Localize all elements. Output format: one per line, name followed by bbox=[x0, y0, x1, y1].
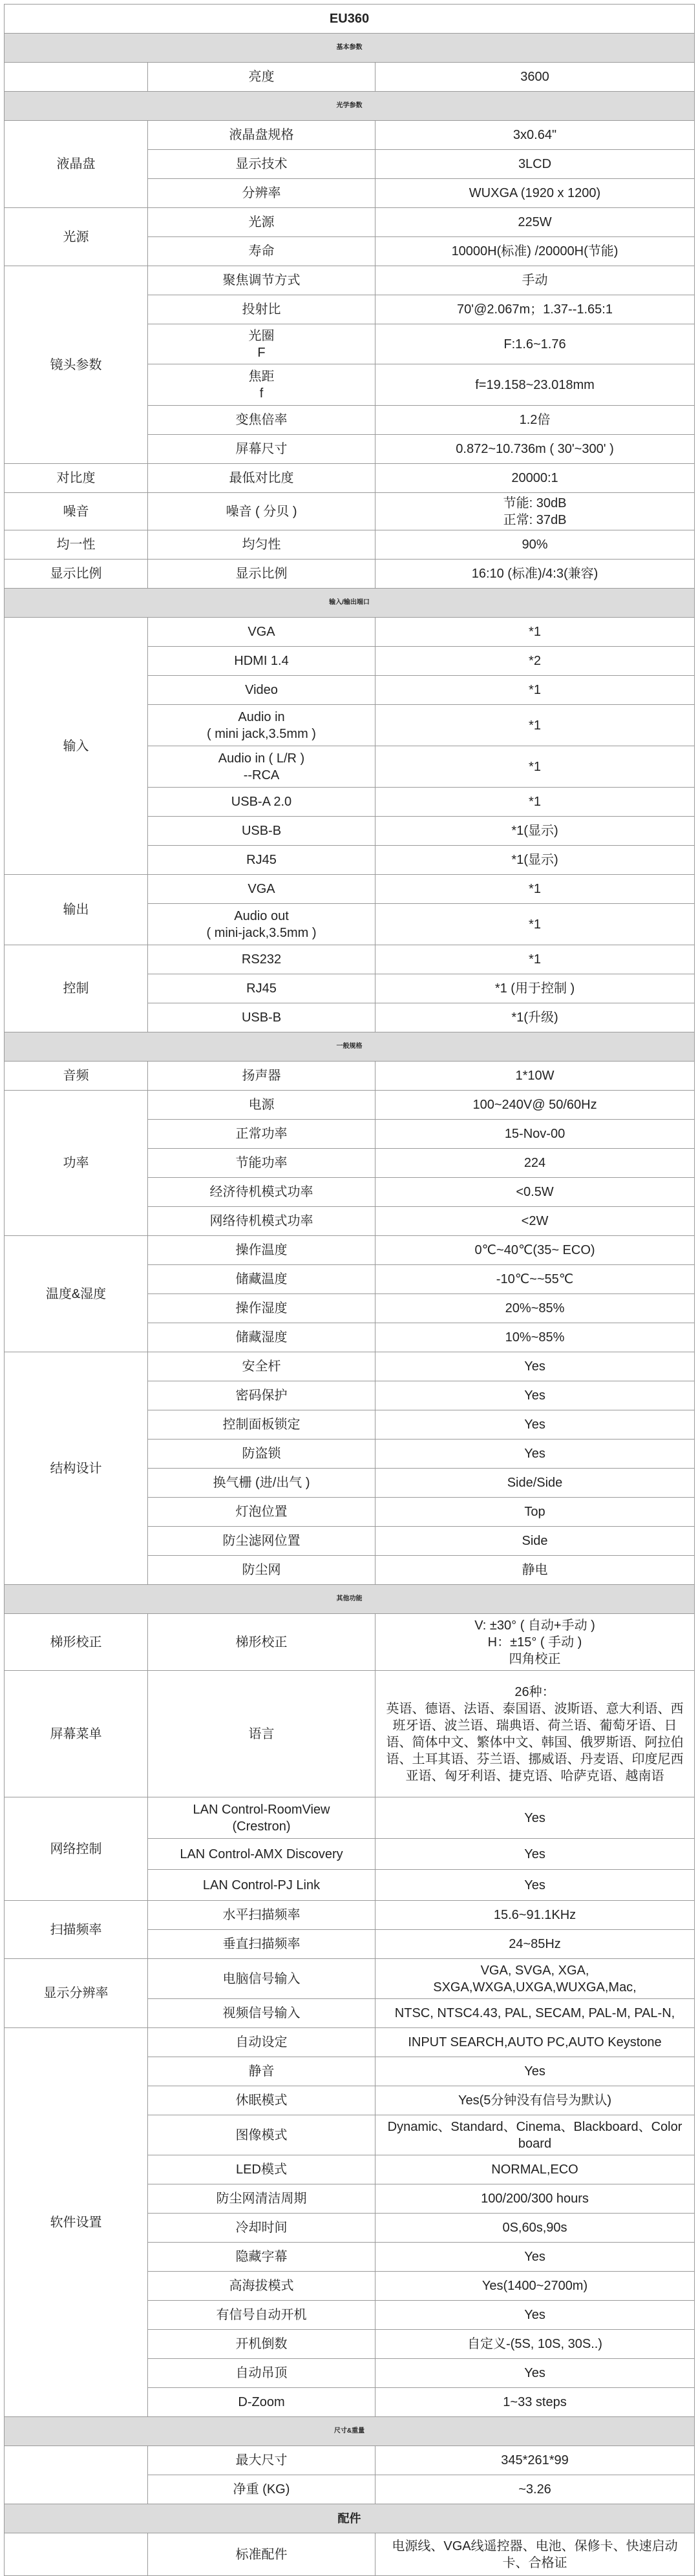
spec-category: 输入 bbox=[5, 618, 148, 875]
spec-value: 3LCD bbox=[375, 150, 695, 179]
spec-table-body bbox=[5, 5, 695, 2576]
spec-label: Audio in ( L/R ) --RCA bbox=[148, 746, 375, 788]
spec-label: VGA bbox=[148, 875, 375, 904]
spec-value: *1 bbox=[375, 788, 695, 817]
spec-value: F:1.6~1.76 bbox=[375, 324, 695, 364]
spec-value: 0.872~10.736m ( 30'~300' ) bbox=[375, 435, 695, 464]
spec-value: *1(升级) bbox=[375, 1003, 695, 1032]
spec-value: 225W bbox=[375, 208, 695, 237]
spec-row bbox=[5, 493, 695, 530]
spec-value: *1(显示) bbox=[375, 846, 695, 875]
spec-category bbox=[5, 63, 148, 92]
spec-value: 自定义-(5S, 10S, 30S..) bbox=[375, 2330, 695, 2359]
spec-label: 冷却时间 bbox=[148, 2214, 375, 2243]
spec-label: 自动设定 bbox=[148, 2028, 375, 2057]
spec-row bbox=[5, 63, 695, 92]
spec-label: D-Zoom bbox=[148, 2388, 375, 2417]
section-title: 尺寸&重量 bbox=[5, 2417, 695, 2446]
spec-row bbox=[5, 2028, 695, 2057]
spec-value: Yes bbox=[375, 1440, 695, 1469]
spec-label: 防尘网清洁周期 bbox=[148, 2184, 375, 2214]
spec-value: 20000:1 bbox=[375, 464, 695, 493]
spec-value: 3600 bbox=[375, 63, 695, 92]
spec-label: 扬声器 bbox=[148, 1062, 375, 1091]
spec-label: 变焦倍率 bbox=[148, 406, 375, 435]
spec-value: NTSC, NTSC4.43, PAL, SECAM, PAL-M, PAL-N, bbox=[375, 1999, 695, 2028]
spec-row bbox=[5, 1352, 695, 1381]
spec-label: 正常功率 bbox=[148, 1120, 375, 1149]
spec-category: 均一性 bbox=[5, 530, 148, 560]
spec-row bbox=[5, 2533, 695, 2576]
section-header-row bbox=[5, 34, 695, 63]
spec-label: USB-A 2.0 bbox=[148, 788, 375, 817]
spec-category: 软件设置 bbox=[5, 2028, 148, 2417]
spec-label: Audio out ( mini-jack,3.5mm ) bbox=[148, 904, 375, 945]
spec-value: Top bbox=[375, 1498, 695, 1527]
spec-value: 20%~85% bbox=[375, 1294, 695, 1323]
spec-value: 26种： 英语、德语、法语、泰国语、波斯语、意大利语、西班牙语、波兰语、瑞典语、荷兰语、葡萄牙语、日语、简体中文、繁体中文、韩国、俄罗斯语、阿拉伯语、土耳其语、芬兰语、挪威语、丹麦语、印度尼西亚语、匈牙利语、捷克语、哈萨克语、越南语 bbox=[375, 1671, 695, 1797]
spec-value: 1~33 steps bbox=[375, 2388, 695, 2417]
spec-value: *1 bbox=[375, 705, 695, 746]
spec-value: 电源线、VGA线遥控器、电池、保修卡、快速启动卡、合格证 bbox=[375, 2533, 695, 2576]
spec-label: LAN Control-AMX Discovery bbox=[148, 1839, 375, 1870]
spec-value: Yes bbox=[375, 2359, 695, 2388]
spec-label: 电脑信号输入 bbox=[148, 1959, 375, 1999]
section-title: 输入/输出端口 bbox=[5, 589, 695, 618]
spec-label: 标准配件 bbox=[148, 2533, 375, 2576]
spec-value: WUXGA (1920 x 1200) bbox=[375, 179, 695, 208]
spec-row bbox=[5, 1959, 695, 1999]
product-title: EU360 bbox=[5, 5, 695, 34]
spec-value: -10℃~~55℃ bbox=[375, 1265, 695, 1294]
spec-label: 有信号自动开机 bbox=[148, 2301, 375, 2330]
spec-value: 100/200/300 hours bbox=[375, 2184, 695, 2214]
spec-label: 灯泡位置 bbox=[148, 1498, 375, 1527]
spec-value: *1 (用于控制 ) bbox=[375, 974, 695, 1003]
spec-value: <2W bbox=[375, 1207, 695, 1236]
spec-row bbox=[5, 2446, 695, 2475]
spec-value: *1 bbox=[375, 746, 695, 788]
spec-value: Yes bbox=[375, 1410, 695, 1440]
spec-category: 镜头参数 bbox=[5, 266, 148, 464]
spec-label: LAN Control-PJ Link bbox=[148, 1870, 375, 1901]
spec-category: 结构设计 bbox=[5, 1352, 148, 1585]
spec-value: Yes bbox=[375, 2057, 695, 2086]
section-header-row bbox=[5, 2417, 695, 2446]
spec-row bbox=[5, 1614, 695, 1671]
spec-value: 10000H(标准) /20000H(节能) bbox=[375, 237, 695, 266]
section-title: 基本参数 bbox=[5, 34, 695, 63]
spec-label: 经济待机模式功率 bbox=[148, 1178, 375, 1207]
spec-value: ~3.26 bbox=[375, 2475, 695, 2504]
spec-value: Yes bbox=[375, 1870, 695, 1901]
spec-row bbox=[5, 1797, 695, 1839]
spec-value: 1*10W bbox=[375, 1062, 695, 1091]
spec-category: 功率 bbox=[5, 1091, 148, 1236]
spec-value: Side/Side bbox=[375, 1469, 695, 1498]
spec-label: LED模式 bbox=[148, 2155, 375, 2184]
spec-label: 网络待机模式功率 bbox=[148, 1207, 375, 1236]
spec-row bbox=[5, 1901, 695, 1930]
spec-category: 扫描频率 bbox=[5, 1901, 148, 1959]
spec-value: *1(显示) bbox=[375, 817, 695, 846]
section-header-row bbox=[5, 1032, 695, 1062]
spec-label: RJ45 bbox=[148, 846, 375, 875]
spec-row bbox=[5, 1062, 695, 1091]
spec-category: 噪音 bbox=[5, 493, 148, 530]
spec-value: 0℃~40℃(35~ ECO) bbox=[375, 1236, 695, 1265]
spec-value: 100~240V@ 50/60Hz bbox=[375, 1091, 695, 1120]
spec-label: 休眠模式 bbox=[148, 2086, 375, 2115]
spec-value: 16:10 (标准)/4:3(兼容) bbox=[375, 560, 695, 589]
spec-label: 储藏湿度 bbox=[148, 1323, 375, 1352]
spec-table bbox=[4, 4, 695, 2576]
spec-category: 温度&湿度 bbox=[5, 1236, 148, 1352]
section-header-row bbox=[5, 2504, 695, 2533]
spec-value: 0S,60s,90s bbox=[375, 2214, 695, 2243]
spec-value: *2 bbox=[375, 647, 695, 676]
spec-value: 15.6~91.1KHz bbox=[375, 1901, 695, 1930]
spec-label: 开机倒数 bbox=[148, 2330, 375, 2359]
spec-value: *1 bbox=[375, 945, 695, 974]
spec-category: 音频 bbox=[5, 1062, 148, 1091]
spec-label: 最低对比度 bbox=[148, 464, 375, 493]
spec-label: USB-B bbox=[148, 817, 375, 846]
spec-category: 控制 bbox=[5, 945, 148, 1032]
section-header-row bbox=[5, 1585, 695, 1614]
spec-row bbox=[5, 266, 695, 295]
spec-category: 显示比例 bbox=[5, 560, 148, 589]
spec-label: 焦距 f bbox=[148, 364, 375, 406]
spec-label: 水平扫描频率 bbox=[148, 1901, 375, 1930]
spec-label: RJ45 bbox=[148, 974, 375, 1003]
spec-value: Yes(1400~2700m) bbox=[375, 2272, 695, 2301]
spec-row bbox=[5, 530, 695, 560]
section-title: 其他功能 bbox=[5, 1585, 695, 1614]
spec-label: 视频信号输入 bbox=[148, 1999, 375, 2028]
spec-value: V: ±30° ( 自动+手动 ) H：±15° ( 手动 ) 四角校正 bbox=[375, 1614, 695, 1671]
spec-value: Yes bbox=[375, 1839, 695, 1870]
spec-label: 密码保护 bbox=[148, 1381, 375, 1410]
spec-value: *1 bbox=[375, 618, 695, 647]
spec-label: 防尘网 bbox=[148, 1556, 375, 1585]
spec-value: *1 bbox=[375, 676, 695, 705]
spec-label: 图像模式 bbox=[148, 2115, 375, 2155]
spec-label: 净重 (KG) bbox=[148, 2475, 375, 2504]
spec-label: 亮度 bbox=[148, 63, 375, 92]
spec-label: 噪音 ( 分贝 ) bbox=[148, 493, 375, 530]
spec-category: 输出 bbox=[5, 875, 148, 945]
spec-row bbox=[5, 875, 695, 904]
spec-label: 均匀性 bbox=[148, 530, 375, 560]
spec-value: NORMAL,ECO bbox=[375, 2155, 695, 2184]
spec-row bbox=[5, 464, 695, 493]
spec-value: 90% bbox=[375, 530, 695, 560]
spec-label: 光圈 F bbox=[148, 324, 375, 364]
spec-label: Audio in ( mini jack,3.5mm ) bbox=[148, 705, 375, 746]
section-header-row bbox=[5, 589, 695, 618]
spec-label: 最大尺寸 bbox=[148, 2446, 375, 2475]
spec-row bbox=[5, 560, 695, 589]
spec-value: 节能: 30dB 正常: 37dB bbox=[375, 493, 695, 530]
spec-label: 屏幕尺寸 bbox=[148, 435, 375, 464]
spec-row bbox=[5, 1091, 695, 1120]
spec-label: 控制面板锁定 bbox=[148, 1410, 375, 1440]
spec-label: 节能功率 bbox=[148, 1149, 375, 1178]
spec-category: 屏幕菜单 bbox=[5, 1671, 148, 1797]
spec-category: 网络控制 bbox=[5, 1797, 148, 1901]
spec-label: 操作湿度 bbox=[148, 1294, 375, 1323]
spec-value: Dynamic、Standard、Cinema、Blackboard、Colorboard bbox=[375, 2115, 695, 2155]
spec-label: 寿命 bbox=[148, 237, 375, 266]
spec-label: 自动吊顶 bbox=[148, 2359, 375, 2388]
spec-value: INPUT SEARCH,AUTO PC,AUTO Keystone bbox=[375, 2028, 695, 2057]
spec-value: *1 bbox=[375, 904, 695, 945]
spec-value: Yes(5分钟没有信号为默认) bbox=[375, 2086, 695, 2115]
spec-sheet bbox=[4, 4, 694, 2576]
spec-category: 显示分辨率 bbox=[5, 1959, 148, 2028]
spec-value: 静电 bbox=[375, 1556, 695, 1585]
spec-label: 防尘滤网位置 bbox=[148, 1527, 375, 1556]
spec-label: Video bbox=[148, 676, 375, 705]
spec-label: 操作温度 bbox=[148, 1236, 375, 1265]
spec-label: 显示技术 bbox=[148, 150, 375, 179]
spec-label: 梯形校正 bbox=[148, 1614, 375, 1671]
spec-label: 光源 bbox=[148, 208, 375, 237]
section-title: 配件 bbox=[5, 2504, 695, 2533]
spec-label: RS232 bbox=[148, 945, 375, 974]
spec-value: 345*261*99 bbox=[375, 2446, 695, 2475]
spec-label: 储藏温度 bbox=[148, 1265, 375, 1294]
spec-value: Yes bbox=[375, 2301, 695, 2330]
spec-value: VGA, SVGA, XGA, SXGA,WXGA,UXGA,WUXGA,Mac, bbox=[375, 1959, 695, 1999]
spec-category bbox=[5, 2533, 148, 2576]
spec-value: <0.5W bbox=[375, 1178, 695, 1207]
spec-label: 聚焦调节方式 bbox=[148, 266, 375, 295]
spec-row bbox=[5, 1671, 695, 1797]
spec-value: 24~85Hz bbox=[375, 1930, 695, 1959]
spec-label: HDMI 1.4 bbox=[148, 647, 375, 676]
spec-label: 语言 bbox=[148, 1671, 375, 1797]
spec-value: 15-Nov-00 bbox=[375, 1120, 695, 1149]
spec-label: 隐藏字幕 bbox=[148, 2243, 375, 2272]
spec-value: *1 bbox=[375, 875, 695, 904]
spec-row bbox=[5, 121, 695, 150]
section-title: 光学参数 bbox=[5, 92, 695, 121]
spec-value: Yes bbox=[375, 1381, 695, 1410]
spec-value: 1.2倍 bbox=[375, 406, 695, 435]
spec-label: 安全杆 bbox=[148, 1352, 375, 1381]
spec-row bbox=[5, 618, 695, 647]
spec-value: 224 bbox=[375, 1149, 695, 1178]
section-title: 一般规格 bbox=[5, 1032, 695, 1062]
section-header-row bbox=[5, 92, 695, 121]
spec-category: 梯形校正 bbox=[5, 1614, 148, 1671]
spec-label: 液晶盘规格 bbox=[148, 121, 375, 150]
spec-value: Yes bbox=[375, 1352, 695, 1381]
spec-category: 对比度 bbox=[5, 464, 148, 493]
spec-value: Side bbox=[375, 1527, 695, 1556]
spec-value: Yes bbox=[375, 2243, 695, 2272]
spec-value: 手动 bbox=[375, 266, 695, 295]
spec-category: 液晶盘 bbox=[5, 121, 148, 208]
spec-category bbox=[5, 2446, 148, 2504]
spec-label: 分辨率 bbox=[148, 179, 375, 208]
spec-label: 高海拔模式 bbox=[148, 2272, 375, 2301]
spec-label: 防盗锁 bbox=[148, 1440, 375, 1469]
spec-label: USB-B bbox=[148, 1003, 375, 1032]
spec-label: 显示比例 bbox=[148, 560, 375, 589]
spec-value: Yes bbox=[375, 1797, 695, 1839]
spec-label: VGA bbox=[148, 618, 375, 647]
spec-label: 垂直扫描频率 bbox=[148, 1930, 375, 1959]
spec-row bbox=[5, 1236, 695, 1265]
spec-label: 电源 bbox=[148, 1091, 375, 1120]
spec-value: 10%~85% bbox=[375, 1323, 695, 1352]
spec-label: 静音 bbox=[148, 2057, 375, 2086]
spec-value: 70'@2.067m；1.37--1.65:1 bbox=[375, 295, 695, 324]
spec-value: f=19.158~23.018mm bbox=[375, 364, 695, 406]
spec-label: 换气栅 (进/出气 ) bbox=[148, 1469, 375, 1498]
spec-label: LAN Control-RoomView (Crestron) bbox=[148, 1797, 375, 1839]
spec-category: 光源 bbox=[5, 208, 148, 266]
spec-row bbox=[5, 208, 695, 237]
spec-row bbox=[5, 945, 695, 974]
title-row bbox=[5, 5, 695, 34]
spec-value: 3x0.64" bbox=[375, 121, 695, 150]
spec-label: 投射比 bbox=[148, 295, 375, 324]
